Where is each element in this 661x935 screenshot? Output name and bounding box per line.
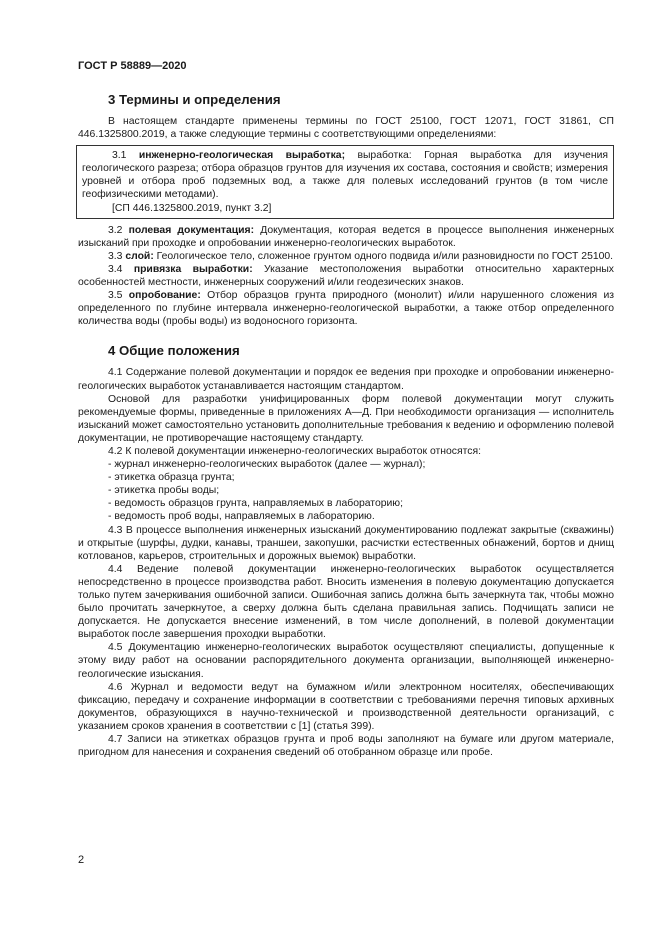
definition-box xyxy=(76,145,614,218)
term-number: 3.3 xyxy=(108,250,123,262)
section-3-title: 3 Термины и определения xyxy=(108,92,281,107)
term-name: инженерно-геологическая выработка; xyxy=(138,150,346,162)
list-item: - этикетка образца грунта; xyxy=(108,472,235,484)
list-item: - журнал инженерно-геологических выработок (далее — журнал); xyxy=(108,459,426,471)
term-definition: Геологическое тело, сложенное грунтом одного подвида и/или разновидности по ГОСТ 25100. xyxy=(153,250,614,262)
paragraph-4-7: 4.7 Записи на этикетках образцов грунта и проб воды заполняют на бумаге или другом материале, пригодном для нанесения и сохранения сведений об отобранном образце или пробе. xyxy=(78,734,614,759)
paragraph-4-4: 4.4 Ведение полевой документации инженерно-геологических выработок осуществляется непосредственно в процессе производства работ. Вносить изменения в полевую документацию допускается только путем зачеркивания ошибочной записи. Ошибочная запись должна быть зачеркнута так, чтобы можно было прочитать зачеркнутое, а сверху должна быть сделана правильная запись. Подчищать записи не допускается. Не допускается внесение изменений, в том числе дополнений, в полевой документации выработок после завершения проходки выработки. xyxy=(78,563,614,641)
term-3-4 xyxy=(78,263,614,289)
paragraph-4-1: 4.1 Содержание полевой документации и порядок ее ведения при проходке и опробовании инженерно-геологических выработок устанавливается настоящим стандартом. xyxy=(78,367,614,392)
term-name: полевая документация: xyxy=(128,224,255,236)
standard-header: ГОСТ Р 58889—2020 xyxy=(78,60,187,72)
term-name: привязка выработки: xyxy=(133,263,253,275)
paragraph-4-1-basis: Основой для разработки унифицированных форм полевой документации могут служить рекомендуемые формы, приведенные в приложениях А—Д. При необходимости организация — исполнитель изысканий может самостоятельно установить дополнительные требования к ведению и оформлению полевой документации, не противоречащие настоящему стандарту. xyxy=(78,393,614,444)
term-3-1 xyxy=(82,149,608,201)
page-content xyxy=(78,92,614,759)
paragraph-4-6: 4.6 Журнал и ведомости ведут на бумажном и/или электронном носителях, обеспечивающих фиксацию, передачу и сохранение информации в соответствии с требованиями перечня типовых архивных документов, образующихся в научно-технической и производственной деятельности организаций, с указанием сроков хранения в соответствии с [1] (статья 399). xyxy=(78,681,614,732)
term-definition: Отбор образцов грунта природного (монолит) и/или нарушенного сложения из определенного по глубине интервала инженерно-геологической выработки, а также отбор определенного количества воды (пробы воды) из водоносного горизонта. xyxy=(78,290,615,328)
term-number: 3.2 xyxy=(108,224,123,236)
list-item: - ведомость проб воды, направляемых в лабораторию. xyxy=(108,511,375,523)
term-name: слой: xyxy=(125,250,154,262)
term-source: [СП 446.1325800.2019, пункт 3.2] xyxy=(112,202,272,214)
term-name: опробование: xyxy=(128,290,201,302)
term-definition: выработка: Горная выработка для изучения геологического разреза; отбора образцов грунтов для изучения их состава, состояния и свойств; измерения уровней и отбора проб подземных вод, а также для полевых исследований грунтов (в том числе геофизическими методами). xyxy=(82,150,609,201)
page-number: 2 xyxy=(78,854,85,866)
term-3-2 xyxy=(78,224,614,250)
term-3-5 xyxy=(78,289,614,328)
paragraph-4-3: 4.3 В процессе выполнения инженерных изысканий документированию подлежат закрытые (скважины) и открытые (шурфы, дудки, канавы, траншеи, закопушки, расчистки естественных обнажений, бортов и днищ котлованов, карьеров, строительных и дорожных выемок) выработки. xyxy=(78,524,614,562)
term-number: 3.1 xyxy=(112,150,127,162)
paragraph-4-5: 4.5 Документацию инженерно-геологических выработок осуществляют специалисты, допущенные к этому виду работ на основании распорядительного документа организации, выполняющей инженерно-геологические изыскания. xyxy=(78,642,614,680)
list-item: - ведомость образцов грунта, направляемых в лабораторию; xyxy=(108,498,403,510)
section-3-intro: В настоящем стандарте применены термины по ГОСТ 25100, ГОСТ 12071, ГОСТ 31861, СП 446.1325800.2019, а также следующие термины с соответствующими определениями: xyxy=(78,116,614,141)
term-definition: Документация, которая ведется в процессе выполнения инженерных изысканий при проходке и опробовании инженерно-геологических выработок. xyxy=(78,224,615,249)
term-number: 3.4 xyxy=(108,263,123,275)
section-4-title: 4 Общие положения xyxy=(108,343,240,359)
term-definition: Указание местоположения выработки относительно характерных особенностей местности, инженерных сооружений и/или геодезических знаков. xyxy=(78,263,614,289)
paragraph-4-2: 4.2 К полевой документации инженерно-геологических выработок относятся: xyxy=(108,445,481,457)
term-3-3 xyxy=(78,250,614,263)
term-number: 3.5 xyxy=(108,290,123,302)
list-item: - этикетка пробы воды; xyxy=(108,485,220,497)
